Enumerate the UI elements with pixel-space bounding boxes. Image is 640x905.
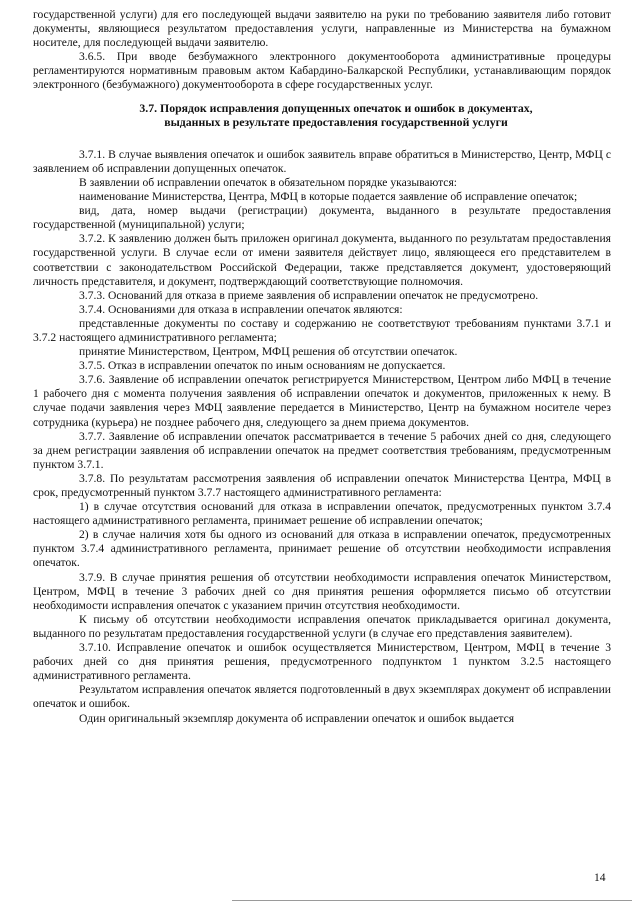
paragraph: 3.7.10. Исправление опечаток и ошибок осуществляется Министерством, Центром, МФЦ в течение 3 рабочих дней со дня принятия решения, предусмотренного подпунктом 1 пунктом 3.2.5 настоящего административного регламента. [33, 641, 611, 683]
page-number: 14 [594, 871, 606, 884]
paragraph: вид, дата, номер выдачи (регистрации) документа, выданного в результате предоставления государственной (муниципальной) услуги; [33, 204, 611, 232]
paragraph: принятие Министерством, Центром, МФЦ решения об отсутствии опечаток. [79, 345, 458, 359]
paragraph: 3.6.5. При вводе безбумажного электронного документооборота административные процедуры регламентируются нормативным правовым актом Кабардино-Балкарской Республики, устанавливающим порядок электронного (безбумажного) документооборота в сфере государственных услуг. [33, 50, 611, 92]
section-heading [33, 101, 611, 130]
paragraph: 3.7.2. К заявлению должен быть приложен оригинал документа, выданного по результатам предоставления государственной услуги. В случае если от имени заявителя действует лицо, являющееся его представителем в соответствии с законодательством Российской Федерации, также представляется документ, удостоверяющий личность представителя, и документ, подтверждающий соответствующие полномочия. [33, 232, 611, 288]
paragraph: К письму об отсутствии необходимости исправления опечаток прикладывается оригинал документа, выданного по результатам предоставления государственной услуги (в случае его представления заявителем). [33, 612, 611, 640]
paragraph: государственной услуги) для его последующей выдачи заявителю на руки по требованию заявителя либо готовит документы, являющиеся результатом предоставления услуги, направленные из Министерства на бумажном носителе, для последующей выдачи заявителю. [33, 8, 611, 50]
footer-rule [232, 900, 632, 901]
section-paragraphs [33, 148, 611, 726]
paragraph: наименование Министерства, Центра, МФЦ в которые подается заявление об исправление опечаток; [79, 190, 578, 204]
paragraph: 3.7.3. Оснований для отказа в приеме заявления об исправлении опечаток не предусмотрено. [79, 288, 539, 302]
intro-paragraphs [33, 8, 611, 93]
paragraph: 3.7.8. По результатам рассмотрения заявления об исправлении опечаток Министерства Центра, МФЦ в срок, предусмотренный пунктом 3.7.7 настоящего административного регламента: [33, 471, 611, 499]
paragraph: В заявлении об исправлении опечаток в обязательном порядке указываются: [79, 175, 457, 189]
paragraph: 3.7.4. Основаниями для отказа в исправлении опечаток являются: [79, 302, 403, 316]
paragraph: 3.7.9. В случае принятия решения об отсутствии необходимости исправления опечаток Министерством, Центром, МФЦ в течение 3 рабочих дней со дня принятия решения оформляется письмо об отсутствии необходимости исправления опечаток с указанием причин отсутствия необходимости. [33, 570, 611, 612]
paragraph: Один оригинальный экземпляр документа об исправлении опечаток и ошибок выдается [79, 711, 515, 725]
paragraph: 3.7.5. Отказ в исправлении опечаток по иным основаниям не допускается. [79, 359, 446, 373]
paragraph: 3.7.7. Заявление об исправлении опечаток рассматривается в течение 5 рабочих дней со дня, следующего за днем регистрации заявления об исправлении опечаток на предмет соответствия требованиям, предусмотренным пунктом 3.7.1. [33, 429, 611, 471]
paragraph: 1) в случае отсутствия оснований для отказа в исправлении опечаток, предусмотренных пунктом 3.7.4 настоящего административного регламента, принимает решение об исправлении опечаток; [33, 500, 611, 528]
paragraph: Результатом исправления опечаток является подготовленный в двух экземплярах документ об исправлении опечаток и ошибок. [33, 683, 611, 711]
section-heading-line-2: выданных в результате предоставления государственной услуги [164, 115, 508, 130]
paragraph: 2) в случае наличия хотя бы одного из оснований для отказа в исправлении опечаток, предусмотренных пунктом 3.7.4 административного регламента, принимает решение об отсутствии необходимости исправления опечаток. [33, 528, 611, 570]
paragraph: 3.7.1. В случае выявления опечаток и ошибок заявитель вправе обратиться в Министерство, Центр, МФЦ с заявлением об исправлении допущенных опечаток. [33, 147, 611, 175]
section-heading-line-1: 3.7. Порядок исправления допущенных опечаток и ошибок в документах, [139, 100, 533, 115]
paragraph: представленные документы по составу и содержанию не соответствуют требованиям пунктами 3.7.1 и 3.7.2 настоящего административного регламента; [33, 316, 611, 344]
paragraph: 3.7.6. Заявление об исправлении опечаток регистрируется Министерством, Центром либо МФЦ в течение 1 рабочего дня с момента получения заявления об исправлении опечаток и документов, приложенных к нему. В случае подачи заявления через МФЦ заявление передается в Министерство, Центр на бумажном носителе через сотрудника (курьера) не позднее рабочего дня, следующего за днем приема документов. [33, 373, 611, 429]
document-body [33, 8, 611, 726]
